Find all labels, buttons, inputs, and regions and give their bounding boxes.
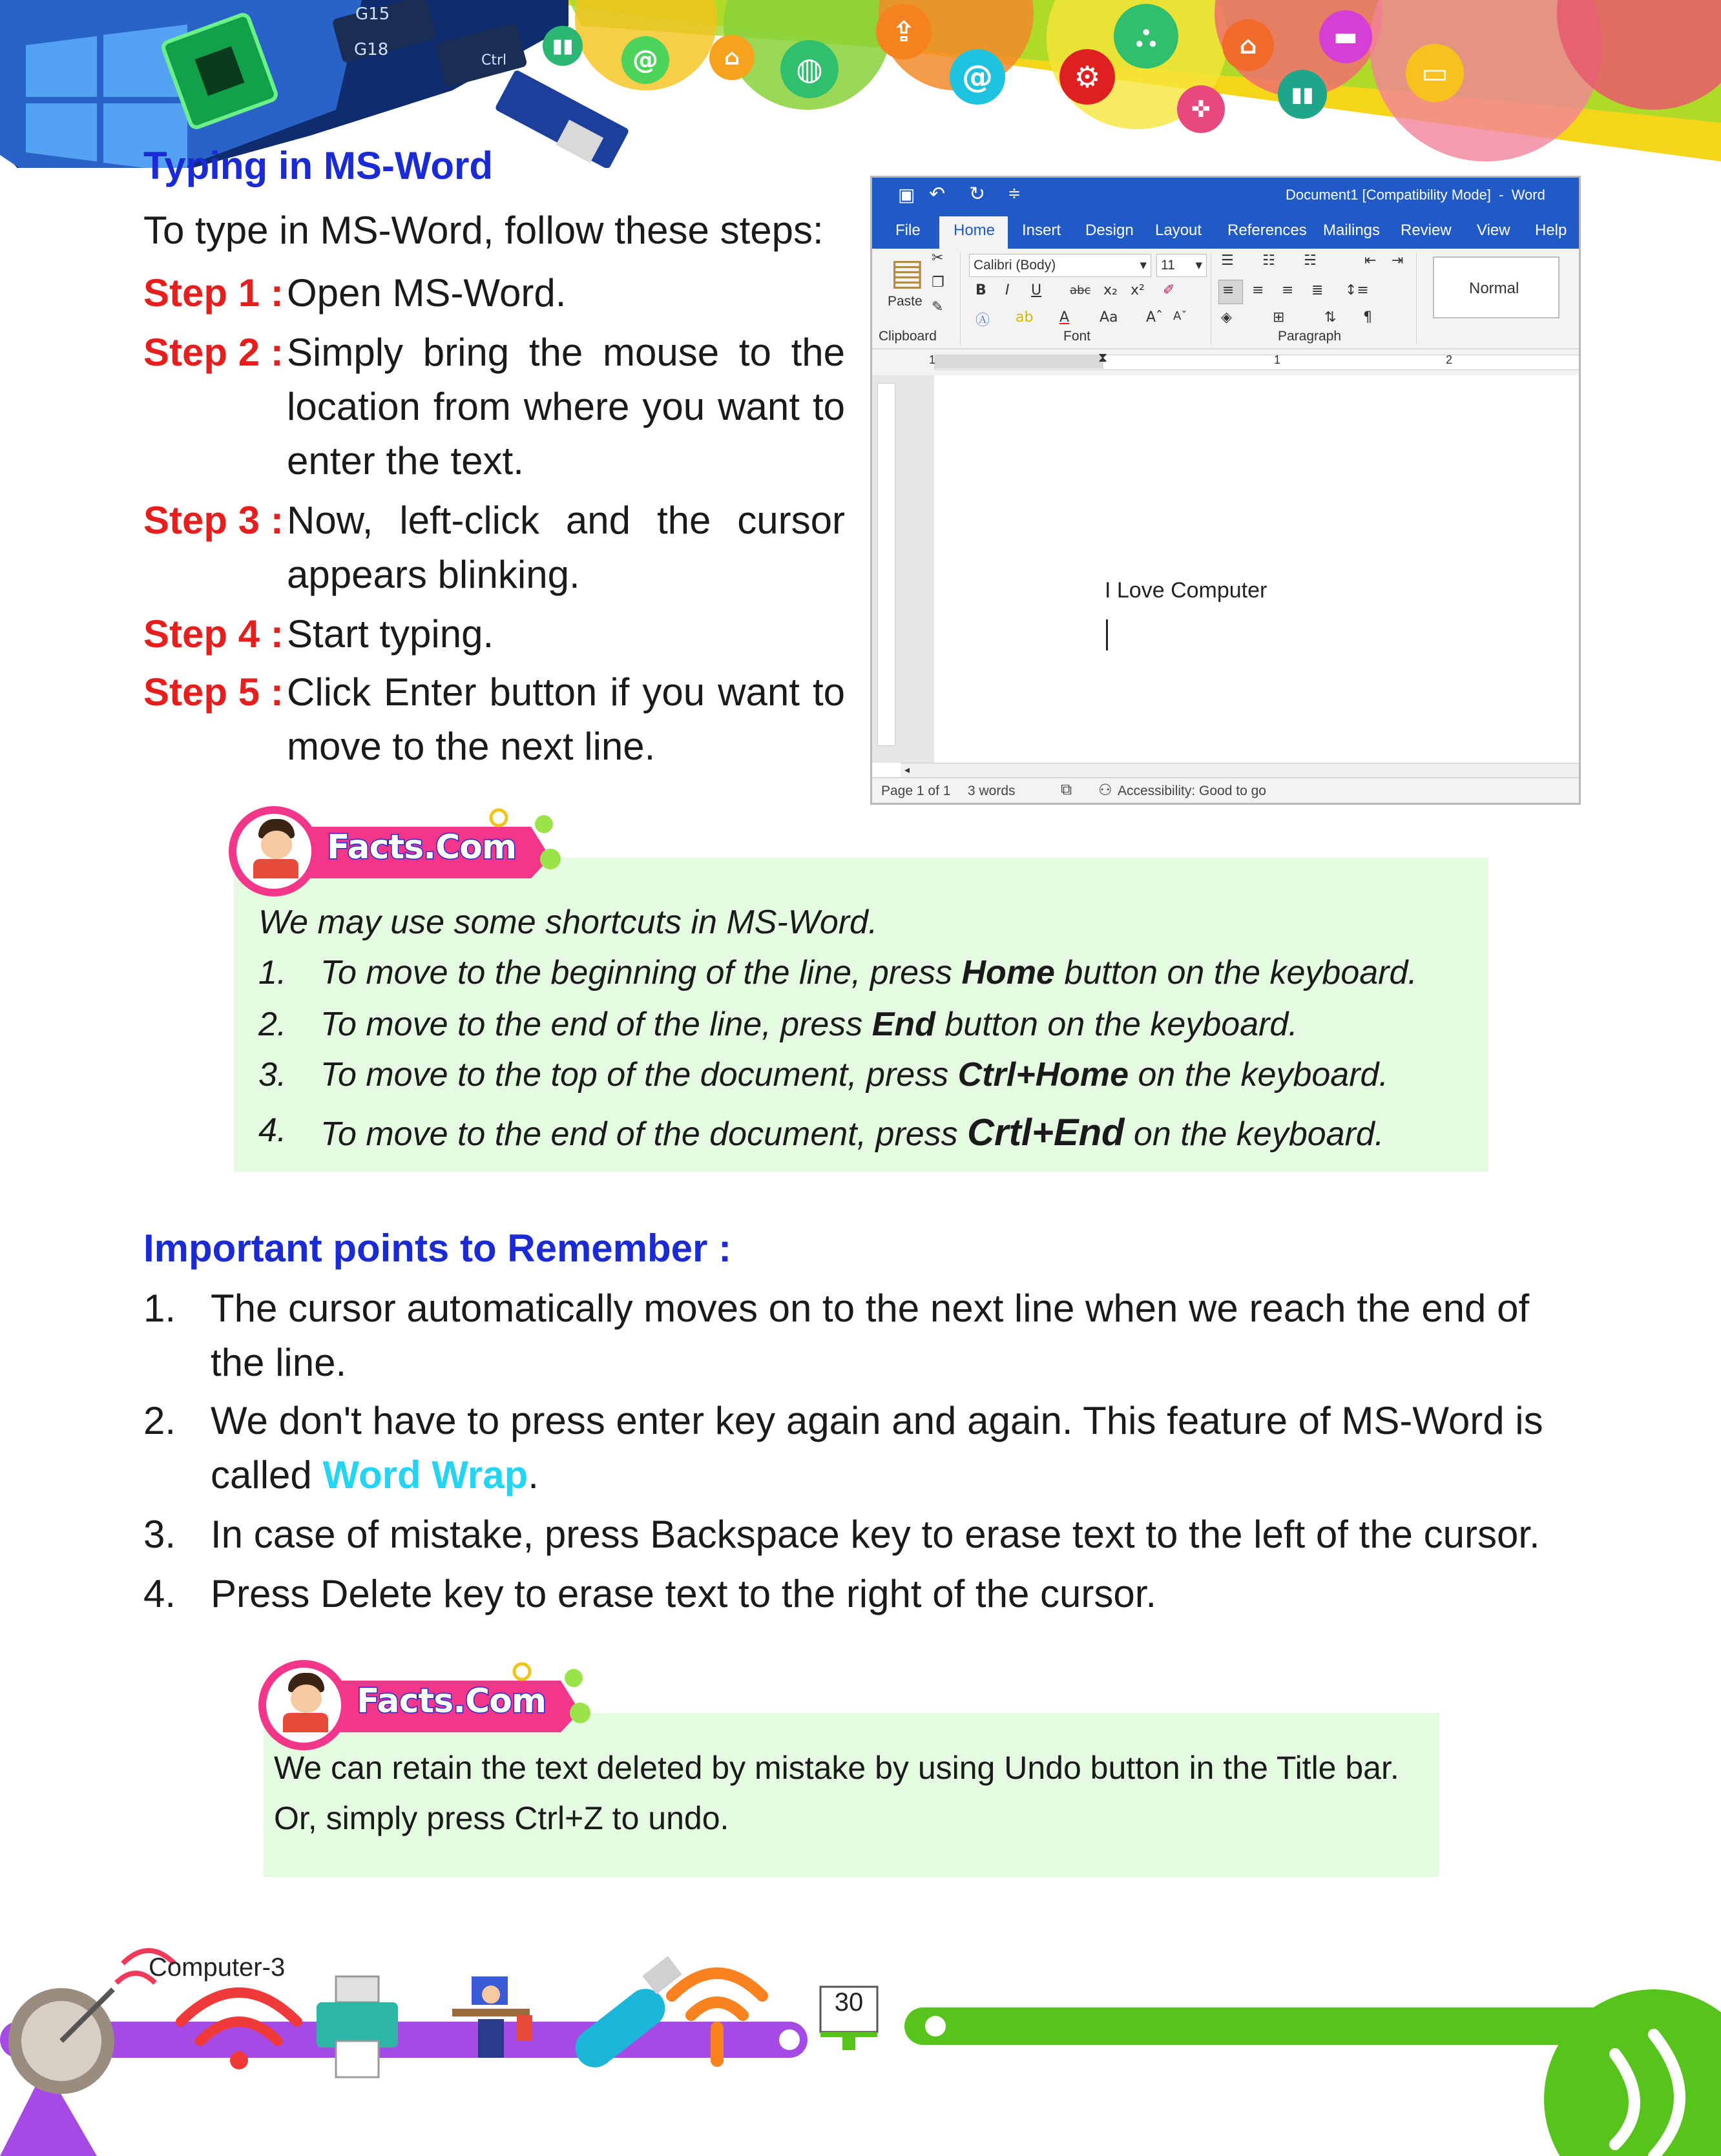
line-spacing-icon[interactable]: ↕≡ xyxy=(1345,282,1369,298)
upload-icon: ⇪ xyxy=(876,4,932,59)
step-5 xyxy=(143,665,845,774)
text-cursor xyxy=(1106,619,1108,650)
word-title-bar xyxy=(872,178,1579,212)
section-title: Typing in MS-Word xyxy=(143,144,494,187)
important-points-title: Important points to Remember : xyxy=(143,1227,732,1270)
increase-indent-icon[interactable]: ⇥ xyxy=(1392,253,1404,269)
key-name: Crtl+End xyxy=(967,1112,1125,1154)
customize-toolbar-icon[interactable]: ≑ xyxy=(1008,184,1021,202)
scroll-left-icon[interactable]: ◂ xyxy=(904,765,910,776)
group-font: Font xyxy=(1063,329,1091,344)
ruler-mark: 1 xyxy=(1274,353,1281,366)
facts-line: We can retain the text deleted by mistake by using Undo button in the Title bar. xyxy=(274,1750,1399,1786)
page-number: 30 xyxy=(834,1988,864,2016)
step-2 xyxy=(143,326,845,488)
mouse-icon: ⌂ xyxy=(1222,19,1274,71)
save-icon[interactable]: ▣ xyxy=(898,184,915,205)
document-title: Document1 [Compatibility Mode] - Word xyxy=(1286,187,1545,203)
step-label: Step 3 : xyxy=(143,499,284,542)
book-label: Computer-3 xyxy=(149,1953,286,1982)
facts-line: Or, simply press Ctrl+Z to undo. xyxy=(274,1800,729,1836)
key-name: Ctrl+Home xyxy=(957,1056,1129,1094)
vertical-ruler xyxy=(877,383,895,746)
chevron-down-icon: ▾ xyxy=(1140,258,1147,273)
grow-font-icon[interactable]: Aˆ xyxy=(1146,309,1163,326)
word-count[interactable]: 3 words xyxy=(968,783,1016,798)
chevron-down-icon: ▾ xyxy=(1195,258,1202,273)
svg-text:G15: G15 xyxy=(355,5,390,24)
word-window-screenshot xyxy=(870,176,1581,805)
italic-icon[interactable]: I xyxy=(1005,282,1010,298)
group-clipboard: Clipboard xyxy=(879,329,937,344)
font-size-select[interactable]: 11 ▾ xyxy=(1156,254,1207,277)
gamepad-icon: ✜ xyxy=(1177,85,1225,133)
align-center-icon[interactable]: ≡ xyxy=(1252,282,1264,298)
multilevel-list-icon[interactable]: ☵ xyxy=(1304,253,1317,269)
important-point-4: 4. Press Delete key to erase text to the right of the cursor. xyxy=(143,1572,1157,1615)
cut-icon[interactable]: ✂ xyxy=(932,250,944,266)
font-color-icon[interactable]: A xyxy=(1059,309,1070,326)
redo-icon[interactable]: ↻ xyxy=(969,183,986,205)
important-point-3: 3. In case of mistake, press Backspace key to erase text to the left of the cursor. xyxy=(143,1513,1540,1556)
strikethrough-icon[interactable]: abc xyxy=(1070,284,1091,297)
step-4 xyxy=(143,607,845,661)
superscript-icon[interactable]: x² xyxy=(1131,282,1145,298)
mouse-icon: ⌂ xyxy=(709,35,755,80)
at-icon: @ xyxy=(950,49,1005,105)
tab-home[interactable]: Home xyxy=(954,222,996,239)
tab-references[interactable]: References xyxy=(1227,222,1307,239)
font-name-select[interactable]: Calibri (Body) ▾ xyxy=(969,254,1151,277)
ribbon xyxy=(872,249,1579,349)
important-point-1: 1. The cursor automatically moves on to the next line when we reach the end of the line. xyxy=(143,1287,1530,1384)
facts-badge-title: Facts.Com xyxy=(357,1682,547,1721)
ribbon-tabs xyxy=(872,212,1579,249)
align-left-icon: ≡ xyxy=(1222,282,1235,298)
step-text: Click Enter button if you want to move to the next line. xyxy=(287,670,845,768)
facts-box-shortcuts: We may use some shortcuts in MS-Word. 1. To move to the beginning of the line, press Home button on the keyboard. 2. To move to the end of the line, press End button on the keyboard. 3. To move to the top of the document, press Ctrl+Home on the keyboard. 4. To move to the end of the document, press Crtl+End on the keyboard. xyxy=(234,858,1488,1172)
tab-mailings[interactable]: Mailings xyxy=(1323,222,1381,239)
text-effects-icon[interactable]: Ⓐ xyxy=(975,313,990,329)
network-icon: ⛬ xyxy=(1114,4,1178,68)
chart-icon: ▮▮ xyxy=(1278,70,1327,119)
facts-badge-title: Facts.Com xyxy=(327,828,517,867)
accessibility-status[interactable]: Accessibility: Good to go xyxy=(1118,783,1266,798)
status-bar xyxy=(872,777,1579,804)
align-right-icon[interactable]: ≡ xyxy=(1282,282,1294,298)
ruler-mark: 2 xyxy=(1446,353,1453,366)
page-count[interactable]: Page 1 of 1 xyxy=(881,783,951,798)
step-label: Step 2 : xyxy=(143,331,284,374)
monitor-icon: ▭ xyxy=(1406,44,1464,102)
decrease-indent-icon[interactable]: ⇤ xyxy=(1364,253,1377,269)
tab-view[interactable]: View xyxy=(1477,222,1510,239)
boy-mascot-icon xyxy=(276,1673,333,1735)
bullets-icon[interactable]: ☰ xyxy=(1221,253,1234,269)
step-label: Step 1 : xyxy=(143,271,284,315)
word-wrap-term: Word Wrap xyxy=(322,1453,528,1497)
proofing-icon[interactable]: ⧉ xyxy=(1061,781,1072,798)
header-decoration xyxy=(0,0,1721,168)
format-painter-icon[interactable]: ✎ xyxy=(932,299,944,315)
bold-icon[interactable]: B xyxy=(975,282,986,298)
svg-text:G18: G18 xyxy=(354,40,389,59)
step-3 xyxy=(143,493,845,602)
tab-review[interactable]: Review xyxy=(1401,222,1452,239)
shading-icon[interactable]: ◈ xyxy=(1221,309,1232,326)
folder-icon: ▬ xyxy=(1319,10,1372,63)
tab-file[interactable]: File xyxy=(895,222,921,239)
key-name: End xyxy=(871,1006,935,1043)
at-icon: @ xyxy=(621,36,669,84)
justify-icon[interactable]: ≣ xyxy=(1311,282,1324,298)
document-page[interactable] xyxy=(934,375,1580,763)
subscript-icon[interactable]: x₂ xyxy=(1103,282,1118,298)
step-1 xyxy=(143,266,845,320)
step-text: Simply bring the mouse to the location from where you want to enter the text. xyxy=(287,331,845,482)
tab-insert[interactable]: Insert xyxy=(1022,222,1061,239)
step-text: Now, left-click and the cursor appears blinking. xyxy=(287,499,845,596)
step-text: Open MS-Word. xyxy=(287,271,567,315)
gear-icon: ⚙ xyxy=(1059,49,1115,105)
shrink-font-icon[interactable]: Aˇ xyxy=(1173,309,1187,323)
show-paragraph-marks-icon[interactable]: ¶ xyxy=(1363,309,1372,326)
important-point-2: 2. We don't have to press enter key again and again. This feature of MS-Word is called Word Wrap. xyxy=(143,1399,1543,1497)
globe-icon: ◍ xyxy=(780,40,839,98)
ruler xyxy=(872,349,1579,375)
svg-text:Ctrl: Ctrl xyxy=(481,52,507,68)
printer-icon xyxy=(317,1976,398,2077)
paste-icon[interactable]: ▤ xyxy=(890,251,924,293)
group-paragraph: Paragraph xyxy=(1278,329,1342,344)
numbering-icon[interactable]: ☷ xyxy=(1262,253,1275,269)
clear-formatting-icon[interactable]: ✐ xyxy=(1163,282,1175,298)
tab-layout[interactable]: Layout xyxy=(1155,222,1202,239)
paste-label: Paste xyxy=(888,294,923,309)
ruler-mark: 1 xyxy=(929,353,936,366)
indent-marker-icon[interactable]: ⧗ xyxy=(1098,351,1108,365)
document-text: I Love Computer xyxy=(1105,578,1267,603)
boy-mascot-icon xyxy=(247,819,304,881)
chart-icon: ▮▮ xyxy=(543,26,583,66)
step-label: Step 4 : xyxy=(143,612,284,656)
sort-icon[interactable]: ⇅ xyxy=(1324,309,1337,326)
change-case-icon[interactable]: Aa xyxy=(1100,309,1118,326)
key-name: Home xyxy=(961,954,1055,991)
intro-text: To type in MS-Word, follow these steps: xyxy=(143,209,824,252)
step-text: Start typing. xyxy=(287,612,494,656)
accessibility-icon: ⚇ xyxy=(1098,782,1112,799)
style-normal[interactable]: Normal xyxy=(1433,256,1559,318)
underline-icon[interactable]: U xyxy=(1031,282,1042,298)
copy-icon[interactable]: ❐ xyxy=(932,275,944,291)
highlight-icon[interactable]: ab xyxy=(1016,309,1034,326)
facts-intro: We may use some shortcuts in MS-Word. xyxy=(258,904,878,941)
tab-design[interactable]: Design xyxy=(1085,222,1134,239)
horizontal-scrollbar[interactable] xyxy=(901,763,1579,778)
undo-icon[interactable]: ↶ xyxy=(929,183,946,205)
borders-icon[interactable]: ⊞ xyxy=(1273,309,1285,326)
step-label: Step 5 : xyxy=(143,670,284,714)
tab-help[interactable]: Help xyxy=(1535,222,1567,239)
